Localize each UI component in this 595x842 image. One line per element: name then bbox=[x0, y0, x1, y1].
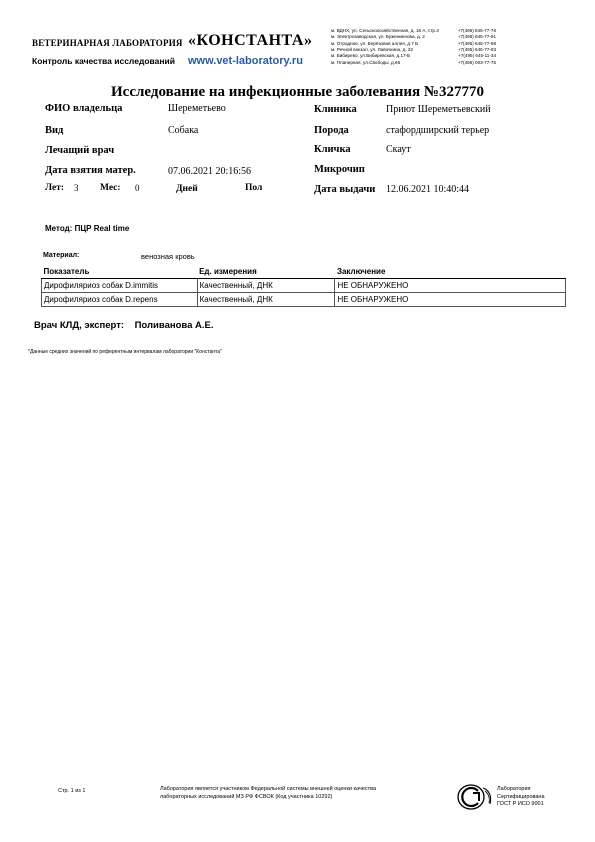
issue-date-value: 12.06.2021 10:40:44 bbox=[386, 184, 470, 195]
website-link[interactable]: www.vet-laboratory.ru bbox=[188, 55, 303, 67]
sex-label: Пол bbox=[245, 183, 263, 193]
table-row bbox=[42, 279, 566, 293]
breed-label: Порода bbox=[314, 125, 349, 136]
address-row: м. ВДНХ, ул. Сельскохозяйственная, д. 16 А, стр.3 +7(495) 645-77-76 bbox=[331, 28, 496, 33]
footer-notice-line: Лаборатория является участником Федеральной системы внешней оценки качества bbox=[160, 786, 377, 792]
sample-date-label: Дата взятия матер. bbox=[45, 165, 136, 176]
table-row bbox=[42, 293, 566, 307]
address-row: м. Отрадное, ул. Берёзовая аллея, д.7 Б +7(495) 645-77-98 bbox=[331, 40, 496, 46]
unit-cell: Качественный, ДНК bbox=[197, 279, 335, 293]
years-label: Лет: bbox=[45, 183, 65, 193]
certification-text bbox=[497, 786, 545, 809]
nickname-value: Скаут bbox=[386, 144, 411, 155]
table-header-row bbox=[42, 265, 566, 279]
material-label: Материал: bbox=[43, 252, 80, 259]
lab-name: ВЕТЕРИНАРНАЯ ЛАБОРАТОРИЯ bbox=[32, 38, 183, 48]
address-list bbox=[331, 28, 496, 66]
certification-line: Сертифицирована bbox=[497, 793, 545, 800]
indicator-cell: Дирофиляриоз собак D.immitis bbox=[42, 279, 198, 293]
clinic-label: Клиника bbox=[314, 104, 357, 115]
address-row: м. Речной вокзал, ул. Лавочкина, д. 32 +7(495) 645-77-93 bbox=[331, 47, 496, 53]
breed-value: стафордширский терьер bbox=[386, 125, 490, 136]
doctor-label: Лечащий врач bbox=[45, 145, 115, 156]
indicator-cell: Дирофиляриоз собак D.repens bbox=[42, 293, 198, 307]
column-header: Ед. измерения bbox=[197, 265, 335, 279]
material-value: венозная кровь bbox=[141, 252, 195, 261]
conclusion-cell: НЕ ОБНАРУЖЕНО bbox=[335, 293, 566, 307]
sample-date-value: 07.06.2021 20:16:56 bbox=[168, 166, 252, 177]
conclusion-cell: НЕ ОБНАРУЖЕНО bbox=[335, 279, 566, 293]
address-row: м. Электрозаводская, ул. Бужениннова, д. 2 +7(495) 645-77-91 bbox=[331, 34, 496, 40]
owner-value: Шереметьево bbox=[168, 103, 226, 114]
brand-name: «КОНСТАНТА» bbox=[188, 32, 313, 49]
footer-notice-line: лабораторных исследований МЗ РФ ФСВОК (Код участника 10292) bbox=[160, 794, 333, 800]
certification-line: ГОСТ Р ИСО 9001 bbox=[497, 801, 544, 807]
column-header: Показатель bbox=[42, 265, 198, 279]
microchip-label: Микрочип bbox=[314, 164, 365, 175]
address-row: м. Бибирево, ул.Бибиревская, д.17-Б +7(495) 645-11-34 bbox=[331, 53, 496, 59]
method-label: Метод: ПЦР Real time bbox=[45, 224, 130, 233]
certification-logo-icon bbox=[456, 782, 494, 812]
months-label: Мес: bbox=[100, 183, 121, 193]
signature-line: Врач КЛД, эксперт: Поливанова А.Е. bbox=[34, 320, 214, 331]
footnote: *Данные средних значений по референтным интервалам лаборатории "Константа" bbox=[28, 349, 222, 355]
months-value: 0 bbox=[135, 183, 140, 193]
owner-label: ФИО владельца bbox=[45, 103, 123, 114]
unit-cell: Качественный, ДНК bbox=[197, 293, 335, 307]
lab-subtitle: Контроль качества исследований bbox=[32, 56, 175, 66]
report-title: Исследование на инфекционные заболевания №327770 bbox=[111, 84, 484, 100]
results-table bbox=[41, 265, 566, 307]
species-value: Собака bbox=[168, 125, 199, 136]
footer-notice bbox=[160, 785, 376, 801]
certification-line: Лаборатория bbox=[497, 786, 531, 792]
species-label: Вид bbox=[45, 125, 64, 136]
issue-date-label: Дата выдачи bbox=[314, 184, 376, 195]
days-label: Дней bbox=[176, 184, 198, 194]
address-row: м. Планерная, ул.Свободы, д.65 +7(495) 003-77-75 bbox=[331, 59, 496, 65]
nickname-label: Кличка bbox=[314, 144, 351, 155]
years-value: 3 bbox=[74, 183, 79, 193]
clinic-value: Приют Шереметьевский bbox=[386, 104, 491, 115]
page-number: Стр. 1 из 1 bbox=[58, 788, 86, 794]
column-header: Заключение bbox=[335, 265, 566, 279]
